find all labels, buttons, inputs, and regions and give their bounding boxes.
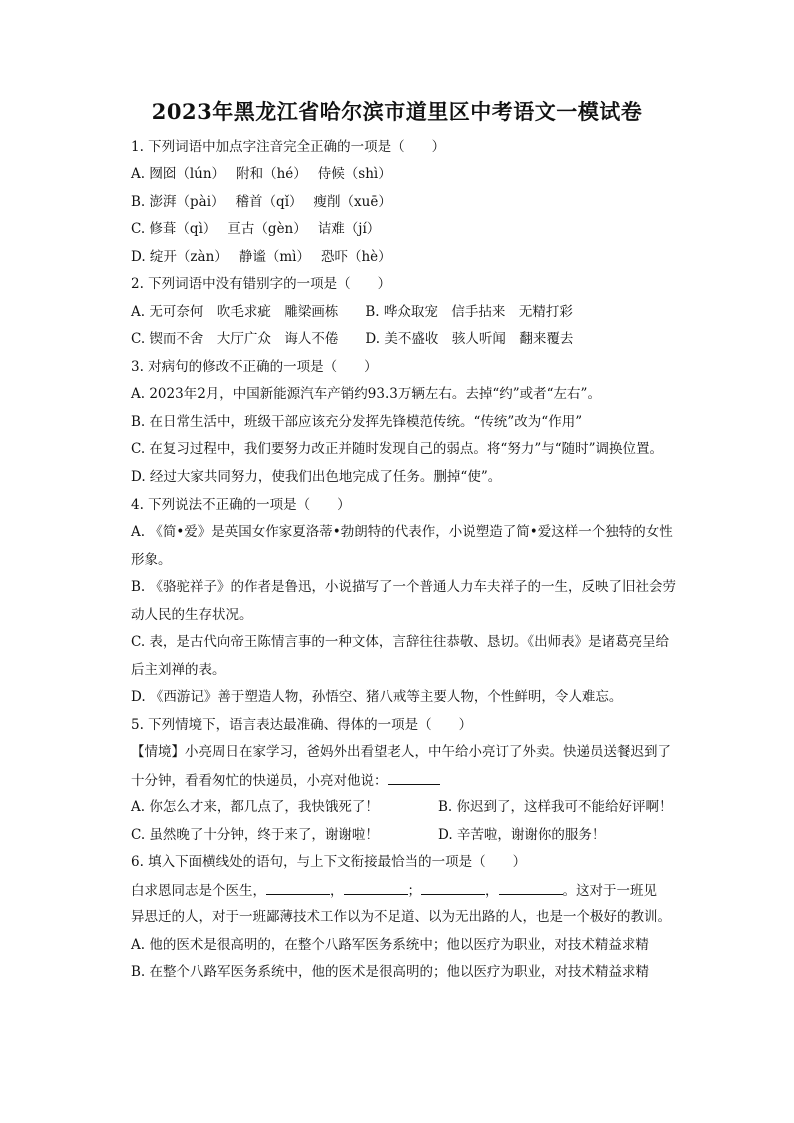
question-4-option-a-line2: 形象。	[131, 552, 172, 568]
question-5-context-line2	[131, 770, 711, 791]
separator: ，	[330, 883, 344, 899]
question-5-context-text: 十分钟，看看匆忙的快递员，小亮对他说：	[131, 773, 388, 789]
question-6-context-line2: 异思迁的人，对于一班鄙薄技术工作以为不足道、以为无出路的人，也是一个极好的教训。	[131, 909, 671, 925]
answer-blank-4	[499, 880, 563, 895]
separator: ，	[485, 883, 499, 899]
question-6-option-b: B. 在整个八路军医务系统中，他的医术是很高明的；他以医疗为职业，对技术精益求精	[131, 964, 650, 980]
question-2-options-ab: A. 无可奈何 吹毛求疵 雕梁画栋 B. 哗众取宠 信手拈来 无精打彩	[131, 304, 573, 320]
question-2-options-cd: C. 锲而不舍 大厅广众 诲人不倦 D. 美不盛收 骇人听闻 翻来覆去	[131, 331, 574, 347]
question-3-option-d: D. 经过大家共同努力，使我们出色地完成了任务。删掉“使”。	[131, 469, 502, 485]
question-3-stem: 3. 对病句的修改不正确的一项是（ ）	[131, 359, 378, 375]
question-6-context-end: 。这对于一班见	[562, 883, 657, 899]
question-6-context-line1	[131, 880, 711, 901]
question-1-option-a: A. 囫囵（lún） 附和（hé） 侍候（shì）	[131, 166, 392, 182]
question-5-option-c: C. 虽然晚了十分钟，终于来了，谢谢啦！	[131, 827, 379, 843]
question-1-option-b: B. 澎湃（pài） 稽首（qǐ） 瘦削（xuē）	[131, 194, 392, 210]
question-4-option-a-line1: A. 《简•爱》是英国女作家夏洛蒂•勃朗特的代表作，小说塑造了简•爱这样一个独特的女性	[131, 524, 673, 540]
question-3-option-a: A. 2023年2月，中国新能源汽车产销约93.3万辆左右。去掉“约”或者“左右”。	[131, 386, 601, 402]
question-1-option-d: D. 绽开（zàn） 静谧（mì） 恐吓（hè）	[131, 249, 392, 265]
question-3-option-c: C. 在复习过程中，我们要努力改正并随时发现自己的弱点。将“努力”与“随时”调换位置。	[131, 441, 664, 457]
question-5-context-line1: 【情境】小亮周日在家学习，爸妈外出看望老人，中午给小亮订了外卖。快递员送餐迟到了	[131, 744, 671, 760]
separator: ；	[407, 883, 421, 899]
question-1-stem: 1. 下列词语中加点字注音完全正确的一项是（ ）	[131, 139, 446, 155]
question-4-option-c-line1: C. 表，是古代向帝王陈情言事的一种文体，言辞往往恭敬、恳切。《出师表》是诸葛亮呈给	[131, 634, 670, 650]
question-5-stem: 5. 下列情境下，语言表达最准确、得体的一项是（ ）	[131, 717, 473, 733]
question-4-option-c-line2: 后主刘禅的表。	[131, 662, 226, 678]
question-1-option-c: C. 修葺（qì） 亘古（gèn） 诘难（jí）	[131, 221, 381, 237]
question-6-context-start: 白求恩同志是个医生，	[131, 883, 266, 899]
question-4-option-b-line2: 动人民的生存状况。	[131, 607, 253, 623]
answer-blank-1	[266, 880, 330, 895]
question-2-stem: 2. 下列词语中没有错别字的一项是（ ）	[131, 276, 392, 292]
question-4-stem: 4. 下列说法不正确的一项是（ ）	[131, 497, 351, 513]
question-4-option-d: D. 《西游记》善于塑造人物，孙悟空、猪八戒等主要人物，个性鲜明，令人难忘。	[131, 689, 623, 705]
question-6-stem: 6. 填入下面横线处的语句，与上下文衔接最恰当的一项是（ ）	[131, 854, 527, 870]
question-6-option-a: A. 他的医术是很高明的，在整个八路军医务系统中；他以医疗为职业，对技术精益求精	[131, 937, 649, 953]
question-4-option-b-line1: B. 《骆驼祥子》的作者是鲁迅，小说描写了一个普通人力车夫祥子的一生，反映了旧社会劳	[131, 579, 677, 595]
question-5-option-b: B. 你迟到了，这样我可不能给好评啊！	[438, 799, 673, 815]
question-5-option-a: A. 你怎么才来，都几点了，我快饿死了！	[131, 799, 379, 815]
exam-title: 2023年黑龙江省哈尔滨市道里区中考语文一模试卷	[151, 99, 643, 124]
answer-blank	[388, 770, 440, 785]
question-3-option-b: B. 在日常生活中，班级干部应该充分发挥先锋模范传统。“传统”改为“作用”	[131, 414, 583, 430]
answer-blank-2	[344, 880, 408, 895]
question-5-option-d: D. 辛苦啦，谢谢你的服务！	[438, 827, 606, 843]
answer-blank-3	[421, 880, 485, 895]
